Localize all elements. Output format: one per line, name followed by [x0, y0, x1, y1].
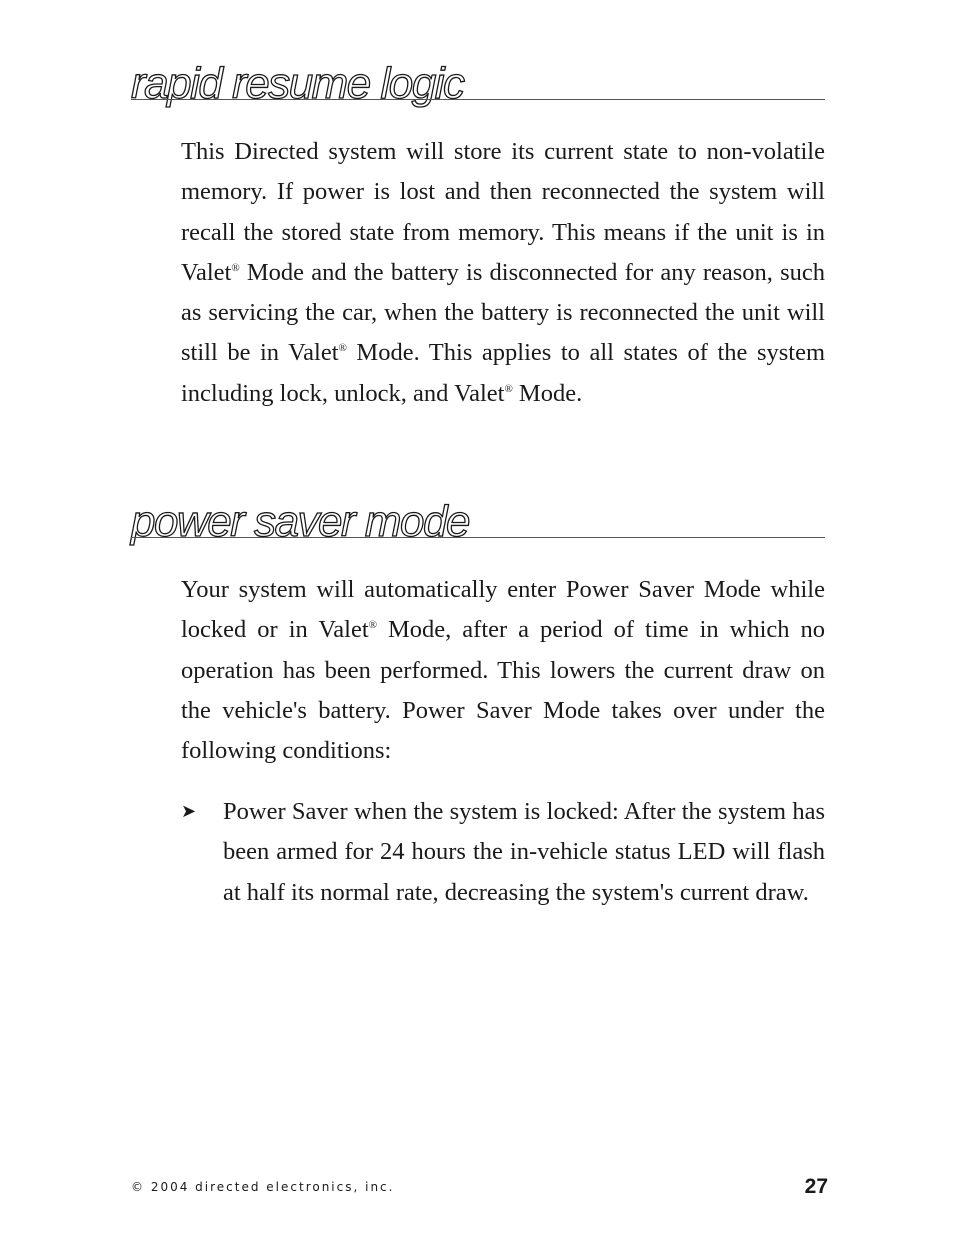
section-rule [131, 537, 825, 538]
registered-mark: ® [368, 619, 378, 632]
text-run: Your system will automatically enter Power Saver Mode while locked or in Valet [181, 576, 825, 644]
registered-mark: ® [231, 261, 240, 274]
registered-mark: ® [338, 342, 347, 355]
page-number: 27 [804, 1175, 828, 1198]
bullet-item [181, 792, 825, 913]
footer-copyright: © 2004 directed electronics, inc. [131, 1180, 395, 1194]
bullet-text: Power Saver when the system is locked: After the system has been armed for 24 hours the in-vehicle status LED will flash at half its normal rate, decreasing the system's current draw. [223, 798, 825, 906]
section-rule [131, 99, 825, 100]
power-saver-paragraph [181, 570, 825, 771]
text-run: Mode. This applies to all states of the system including lock, unlock, and Valet [181, 339, 825, 407]
text-run: Mode and the battery is disconnected for any reason, such as servicing the car, when the battery is reconnected the unit will still be in Valet [181, 258, 825, 367]
section-title-power-saver-mode: power saver mode [131, 497, 469, 546]
text-run: This Directed system will store its current state to non-volatile memory. If power is lost and then reconnected the system will recall the stored state from memory. This means if the unit is in Valet [181, 138, 825, 286]
text-run: Mode, after a period of time in which no operation has been performed. This lowers the current draw on the vehicle's battery. Power Saver Mode takes over under the following conditions: [181, 616, 826, 765]
rapid-resume-paragraph [181, 132, 825, 414]
section-title-rapid-resume-logic: rapid resume logic [131, 59, 464, 108]
registered-mark: ® [504, 382, 513, 395]
arrowhead-bullet-icon: ➤ [181, 801, 197, 822]
text-run: Mode. [512, 379, 583, 407]
